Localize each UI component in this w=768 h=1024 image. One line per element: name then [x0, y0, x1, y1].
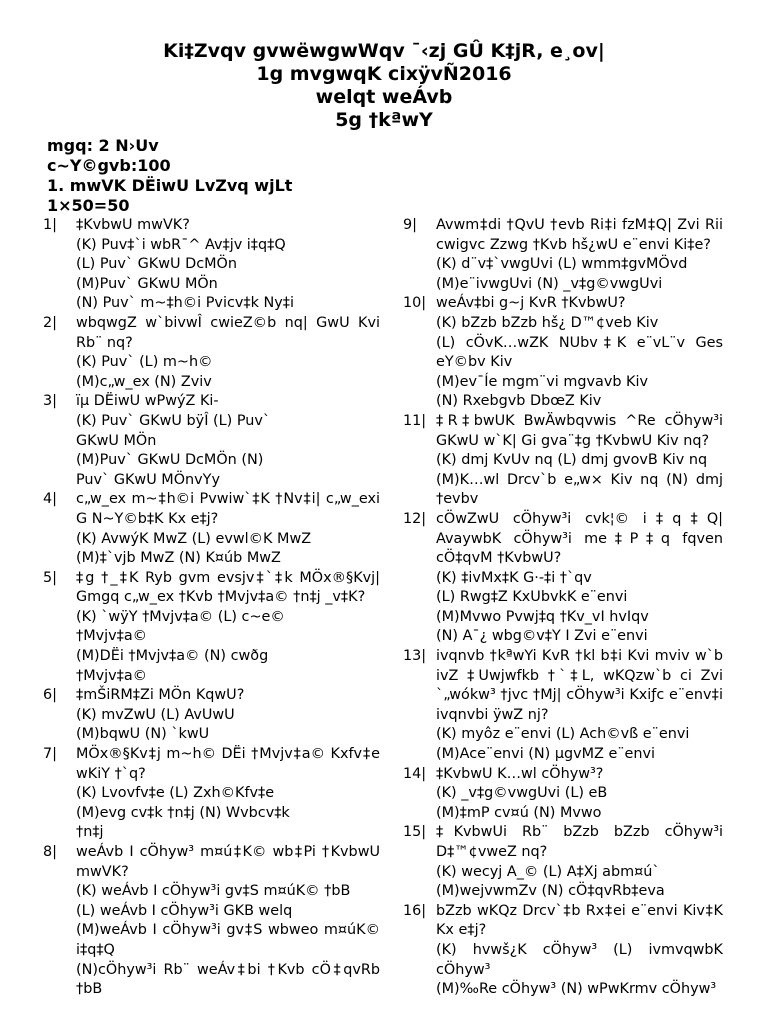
question-item — [403, 902, 723, 1000]
question-item — [43, 686, 380, 745]
answer-option: (M)wejvwmZv (N) cÖ‡qvRb‡eva — [436, 883, 665, 900]
question-item — [403, 510, 723, 647]
question-number: 12| — [403, 510, 427, 527]
answer-option: (M)DËi †Mvjv‡a© (N) cwðg — [76, 648, 269, 665]
answer-option: (K) AvwýK MwZ (L) evwl©K MwZ — [76, 530, 312, 547]
question-number: 7| — [43, 746, 58, 763]
question-number: 3| — [43, 393, 58, 410]
answer-option: †Mvjv‡a© — [76, 628, 148, 645]
question-text: wbqwgZ w`bivwÎ cwieZ©b nq| GwU Kvi Rb¨ nq? — [76, 314, 380, 351]
class-level: 5g †kªwY — [335, 109, 433, 131]
answer-option: Puv` GKwU MÖnvYy — [76, 471, 220, 488]
answer-option: (M)Puv` GKwU MÖn — [76, 275, 218, 292]
time-allowed: mgq: 2 N›Uv — [47, 136, 159, 155]
question-number: 1| — [43, 217, 58, 233]
question-item — [43, 843, 380, 1000]
scoring-rule: 1×50=50 — [47, 196, 130, 215]
question-item — [403, 647, 723, 765]
answer-option: (M)e¨ivwgUvi (N) _v‡g©vwgUvi — [436, 275, 663, 292]
subject: welqt weÁvb — [315, 86, 453, 108]
answer-option: †n‡j — [76, 824, 104, 841]
question-text: c„w_ex m~‡h©i Pvwiw`‡K †Nv‡i| c„w_exi G N~Y©b‡K Kx e‡j? — [76, 491, 380, 527]
answer-option: (K) ‡ivMx‡K G·-‡i †`qv — [436, 569, 592, 586]
answer-option: †Mvjv‡a© — [76, 667, 148, 684]
answer-option: (K) bZzb bZzb hš¿ D™¢veb Kiv — [436, 314, 659, 331]
answer-option: (K) Lvovfv‡e (L) Zxh©Kfv‡e — [76, 785, 275, 802]
question-number: 4| — [43, 491, 58, 508]
answer-option: (K) Puv` (L) m~h© — [76, 354, 213, 371]
answer-option: (K) `wÿY †Mvjv‡a© (L) c~e© — [76, 608, 285, 625]
question-text: ivqnvb †kªwYi KvR †kl b‡i Kvi mviv w`b ivZ ‡Uwjwfkb †`‡L, wKQzw`b ci Zvi `„wókw³ †jvc †Mj| cÖhyw³i Kxiƒc e¨env‡i ivqnvbi ÿwZ nj? — [436, 648, 723, 723]
question-number: 15| — [403, 824, 427, 841]
question-text: ‡g †_‡K Ryb gvm evsjv‡`‡k MÖx®§Kvj| Gmgq c„w_ex †Kvb †Mvjv‡a© †n‡j _v‡K? — [76, 569, 380, 606]
answer-option: (K) d¨v‡`vwgUvi (L) wmm‡gvMÖvd — [436, 256, 688, 273]
question-number: 10| — [403, 295, 427, 312]
question-item — [43, 216, 380, 314]
question-item — [403, 294, 723, 412]
question-item — [403, 412, 723, 510]
answer-option: (M)‰Re cÖhyw³ (N) wPwKrmv cÖhyw³ — [436, 981, 717, 998]
school-name: Ki‡Zvqv gvwëwgwWqv ¯‹zj GÛ K‡jR, e¸ov| — [163, 40, 605, 62]
question-item — [43, 745, 380, 843]
exam-title: 1g mvgwqK cixÿvÑ2016 — [256, 63, 512, 85]
exam-header — [0, 40, 768, 132]
answer-option: (M)bqwU (N) `kwU — [76, 726, 210, 743]
question-text: Avwm‡di †QvU †evb Ri‡i fzM‡Q| Zvi Rii cwigvc Zzwg †Kvb hš¿wU e¨envi Ki‡e? — [436, 217, 723, 253]
question-text: ‡KvbwU mwVK? — [76, 217, 190, 233]
answer-option: (M)‡`vjb MwZ (N) K¤úb MwZ — [76, 550, 281, 567]
answer-option: (M)weÁvb I cÖhyw³i gv‡S wbweo m¤úK© i‡q‡Q — [76, 922, 380, 958]
answer-option: (M)K…wl Drcv`b e„w× Kiv nq (N) dmj †evbv — [436, 471, 723, 508]
answer-option: (K) Puv` GKwU bÿÎ (L) Puv` — [76, 412, 271, 429]
answer-option: (K) dmj KvUv nq (L) dmj gvovB Kiv nq — [436, 452, 708, 469]
question-number: 14| — [403, 765, 427, 782]
question-text: weÁvb I cÖhyw³ m¤ú‡K© wb‡Pi †KvbwU mwVK? — [76, 844, 380, 880]
answer-option: (L) cÖvK…wZK NUbv‡K e¨vL¨v Ges eY©bv Kiv — [436, 334, 723, 371]
answer-option: (N)cÖhyw³i Rb¨ weÁv‡bi †Kvb cÖ‡qvRb †bB — [76, 961, 380, 998]
section-title: 1. mwVK DËiwU LvZvq wjLt — [47, 176, 293, 195]
answer-option: (L) Rwg‡Z KxUbvkK e¨envi — [436, 589, 628, 606]
question-text: ‡KvbwUi Rb¨ bZzb bZzb cÖhyw³i D‡™¢vweZ nq? — [436, 824, 723, 860]
question-item — [43, 569, 380, 687]
question-item — [403, 823, 723, 901]
question-item — [403, 216, 723, 294]
question-text: ‡KvbwU K…wl cÖhyw³? — [436, 765, 604, 782]
question-text: cÖwZwU cÖhyw³i cvk¦© i‡q‡Q| AvaywbK cÖhyw³i me‡P‡q fqven cÖ‡qvM †KvbwU? — [436, 510, 723, 567]
question-text: ‡R‡bwUK BwÄwbqvwis ^Re cÖhyw³i GKwU w`K| Gi gva¨‡g †KvbwU Kiv nq? — [436, 412, 723, 449]
answer-option: (M)evg cv‡k †n‡j (N) Wvbcv‡k — [76, 804, 290, 821]
answer-option: (K) wecyj A_© (L) A‡Xj abm¤ú` — [436, 863, 660, 880]
question-number: 6| — [43, 687, 58, 704]
question-number: 11| — [403, 412, 427, 429]
answer-option: (M)Puv` GKwU DcMÖn (N) — [76, 452, 264, 469]
answer-option: (K) Puv‡`i wbR¯^ Av‡jv i‡q‡Q — [76, 236, 286, 253]
answer-option: (L) weÁvb I cÖhyw³i GKB welq — [76, 902, 293, 919]
question-item — [403, 765, 723, 824]
answer-option: (K) myôz e¨envi (L) Ach©vß e¨envi — [436, 726, 690, 743]
answer-option: (M)‡mP cv¤ú (N) Mvwo — [436, 804, 602, 821]
answer-option: (L) Puv` GKwU DcMÖn — [76, 256, 237, 273]
question-text: bZzb wKQz Drcv`‡b Rx‡ei e¨envi Kiv‡K Kx e‡j? — [436, 902, 723, 939]
answer-option: (M)ev¯Íe mgm¨vi mgvavb Kiv — [436, 373, 649, 390]
answer-option: (K) _v‡g©vwgUvi (L) eB — [436, 785, 608, 802]
answer-option: (K) hvwš¿K cÖhyw³ (L) ivmvqwbK cÖhyw³ — [436, 941, 723, 978]
question-text: MÖx®§Kv‡j m~h© DËi †Mvjv‡a© Kxfv‡e wKiY †`q? — [76, 746, 380, 782]
answer-option: GKwU MÖn — [76, 432, 157, 449]
answer-option: (K) mvZwU (L) AvUwU — [76, 706, 235, 723]
question-item — [43, 490, 380, 568]
question-text: ‡mŠiRM‡Zi MÖn KqwU? — [76, 687, 245, 704]
question-number: 13| — [403, 648, 427, 665]
question-number: 5| — [43, 569, 58, 586]
question-text: weÁv‡bi g~j KvR †KvbwU? — [436, 295, 626, 312]
answer-option: (N) A¯¿ wbg©v‡Y I Zvi e¨envi — [436, 628, 648, 645]
answer-option: (M)Mvwo Pvwj‡q †Kv_vI hvIqv — [436, 608, 649, 625]
answer-option: (M)Ace¨envi (N) µgvMZ e¨envi — [436, 746, 656, 763]
right-question-column — [403, 216, 723, 1000]
answer-option: (N) Rxebgvb DbœZ Kiv — [436, 393, 602, 410]
question-number: 2| — [43, 314, 58, 331]
question-item — [43, 314, 380, 392]
left-question-column — [43, 216, 380, 1000]
question-item — [43, 392, 380, 490]
exam-meta — [47, 136, 292, 216]
total-marks: c~Y©gvb:100 — [47, 156, 171, 175]
answer-option: (M)c„w_ex (N) Zviv — [76, 373, 212, 390]
question-number: 8| — [43, 844, 58, 860]
question-number: 16| — [403, 902, 427, 919]
answer-option: (N) Puv` m~‡h©i Pvicv‡k Ny‡i — [76, 295, 294, 312]
question-text: ïµ DËiwU wPwýZ Ki- — [76, 393, 219, 410]
answer-option: (K) weÁvb I cÖhyw³i gv‡S m¤úK© †bB — [76, 883, 351, 900]
question-number: 9| — [403, 217, 418, 233]
